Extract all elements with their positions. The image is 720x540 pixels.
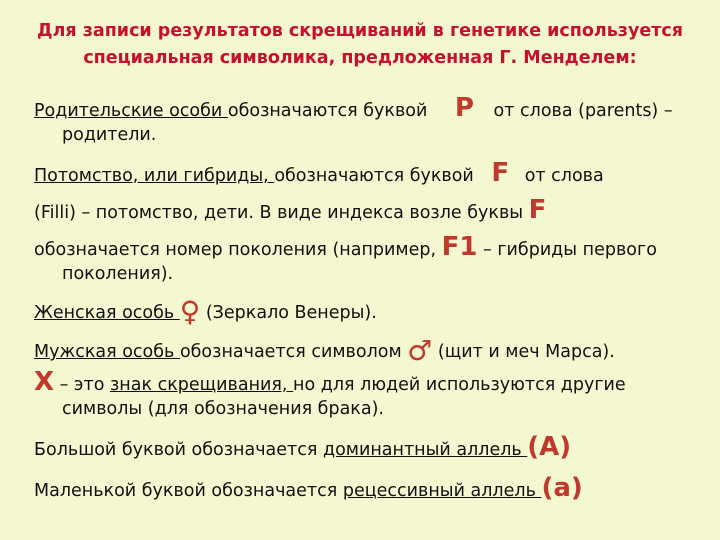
text: – это <box>54 375 110 395</box>
symbol-p: P <box>454 93 474 123</box>
paragraph-male <box>34 334 704 367</box>
term-female: Женская особь <box>34 303 180 323</box>
text: от слова <box>519 166 604 186</box>
text: Большой буквой обозначается <box>34 440 323 460</box>
text: от слова (parents) – родители. <box>62 101 673 145</box>
text: (щит и меч Марса). <box>432 342 615 362</box>
text: – гибриды первого поколения). <box>62 240 657 284</box>
paragraph-dominant <box>34 432 704 462</box>
term-cross: знак скрещивания, <box>110 375 294 395</box>
text: обозначаются буквой <box>274 166 480 186</box>
paragraph-cross <box>34 367 704 421</box>
venus-icon: ♀ <box>179 295 201 328</box>
slide-title <box>0 18 720 72</box>
symbol-f-index: F <box>528 195 547 225</box>
term-offspring: Потомство, или гибриды, <box>34 166 275 186</box>
symbol-f1: F1 <box>441 232 478 262</box>
text: Маленькой буквой обозначается <box>34 481 343 501</box>
paragraph-parents <box>34 93 704 147</box>
text: (Filli) – потомство, дети. В виде индекса возле буквы <box>34 203 529 223</box>
title-line-2: специальная символика, предложенная Г. Менделем: <box>83 48 637 68</box>
symbol-dominant: (А) <box>527 432 572 462</box>
content-body <box>34 93 704 503</box>
term-parents: Родительские особи <box>34 101 228 121</box>
text: обозначается символом <box>179 342 408 362</box>
text: обозначаются буквой <box>227 101 433 121</box>
symbol-recessive: (а) <box>541 473 583 503</box>
text: но для людей используются другие символы (для обозначения брака). <box>62 375 626 419</box>
paragraph-offspring <box>34 158 704 286</box>
term-male: Мужская особь <box>34 342 180 362</box>
symbol-f: F <box>491 158 510 188</box>
title-line-1: Для записи результатов скрещиваний в генетике используется <box>37 21 683 41</box>
term-recessive: рецессивный аллель <box>342 481 542 501</box>
paragraph-female <box>34 295 704 328</box>
paragraph-recessive <box>34 473 704 503</box>
term-dominant: доминантный аллель <box>322 440 528 460</box>
mars-icon: ♂ <box>407 334 433 367</box>
text: (Зеркало Венеры). <box>200 303 377 323</box>
symbol-cross: Х <box>34 367 55 397</box>
text: обозначается номер поколения (например, <box>34 240 442 260</box>
